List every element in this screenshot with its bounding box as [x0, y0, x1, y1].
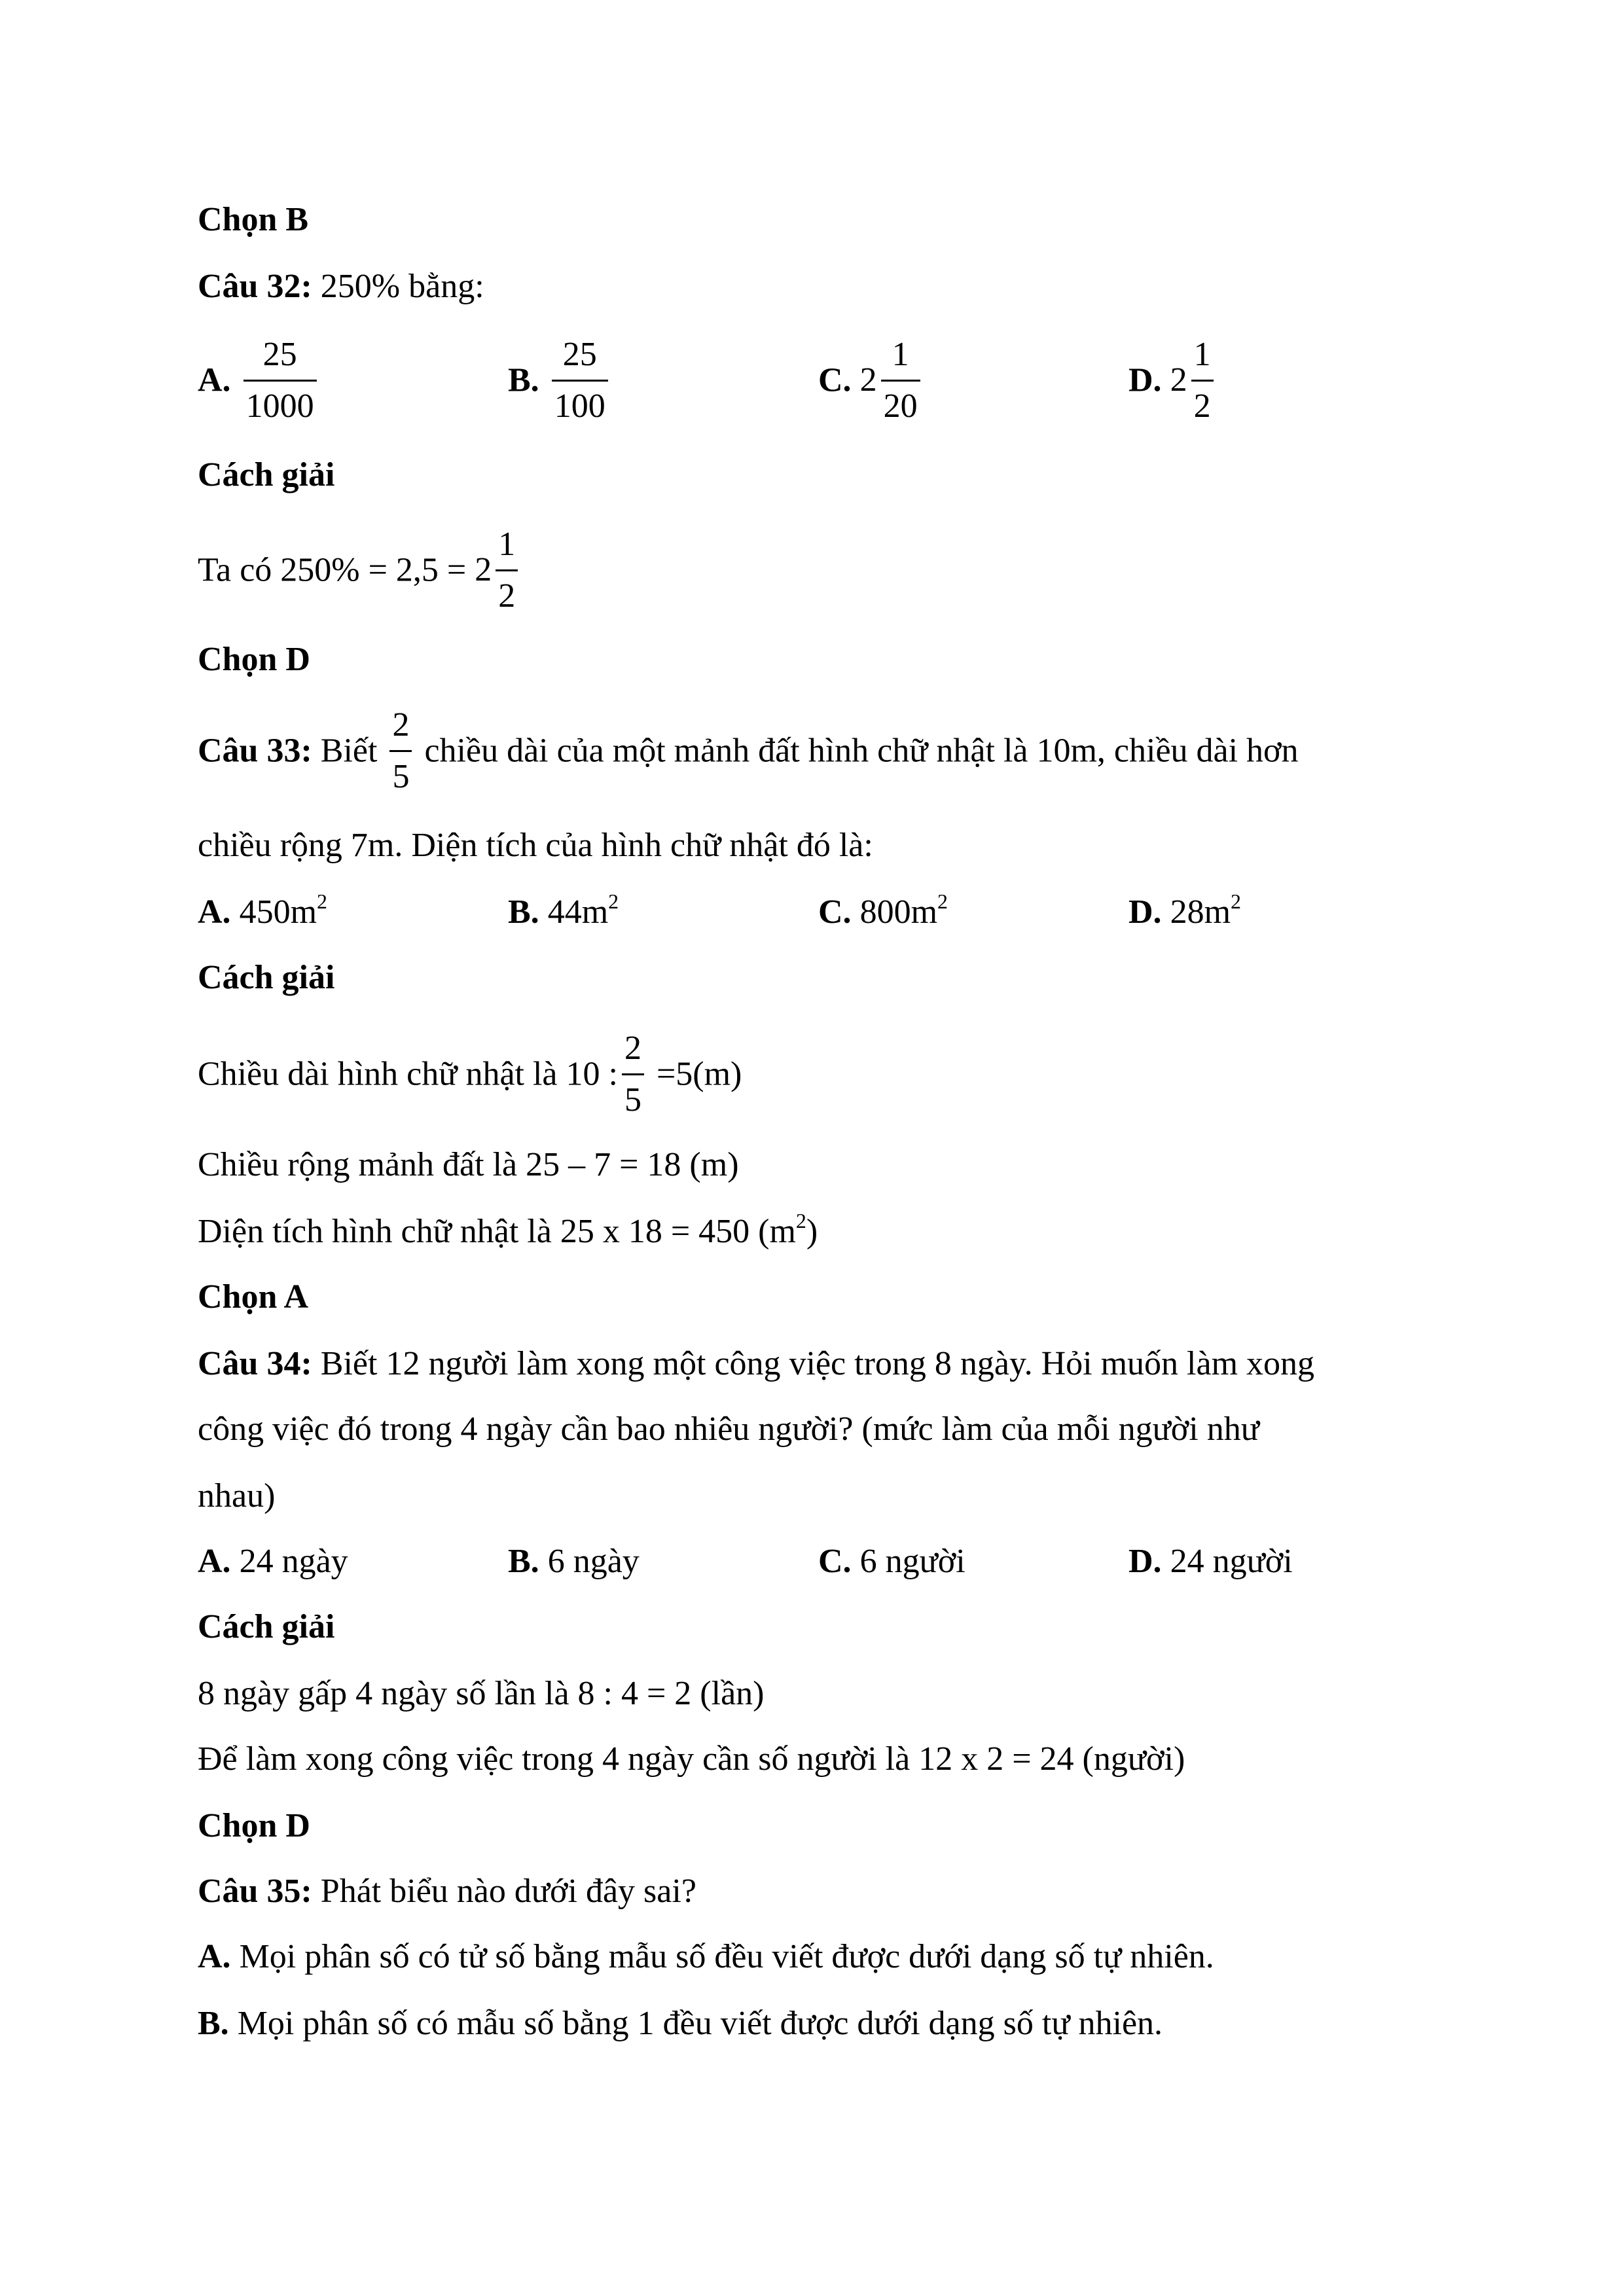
fraction-numerator: 2 — [389, 704, 412, 752]
q32-option-a — [198, 334, 321, 427]
q34-option-c-value: 6 người — [851, 1543, 965, 1580]
q33-solution-line3-suffix: ) — [806, 1213, 818, 1250]
q33-option-a-label: A. — [198, 893, 231, 931]
q32-option-d-fraction — [1191, 334, 1214, 427]
q34-question-line3: nhau) — [198, 1477, 276, 1515]
q34-solution-heading: Cách giải — [198, 1608, 335, 1645]
q33-solution-line3-text: Diện tích hình chữ nhật là 25 x 18 = 450 (m — [198, 1213, 796, 1250]
q32-option-b-label: B. — [508, 361, 539, 399]
mixed-whole: 2 — [475, 551, 492, 589]
q34-question-line1 — [198, 1343, 1314, 1385]
q32-solution-heading: Cách giải — [198, 456, 335, 493]
q32-solution-text: Ta có 250% = 2,5 = — [198, 551, 475, 589]
fraction-numerator: 1 — [881, 334, 920, 382]
mixed-whole: 2 — [859, 361, 877, 399]
q33-label: Câu 33: — [198, 732, 312, 770]
fraction-denominator: 20 — [883, 387, 918, 425]
q33-solution-suffix: =5(m) — [647, 1055, 742, 1093]
q32-option-d-mixed-number — [1170, 336, 1218, 425]
fraction-denominator: 2 — [1193, 387, 1211, 425]
q33-fraction — [389, 704, 412, 798]
q33-option-c — [818, 891, 948, 933]
q32-option-c-fraction — [881, 334, 920, 427]
q34-question-line2: công việc đó trong 4 ngày cần bao nhiêu người? (mức làm của mỗi người như — [198, 1410, 1259, 1448]
q34-option-a — [198, 1541, 348, 1583]
q32-option-c — [818, 334, 924, 427]
q33-option-a-value: 450m — [230, 893, 317, 931]
fraction-denominator: 1000 — [245, 387, 314, 425]
superscript: 2 — [937, 889, 948, 913]
q34-solution-line1: 8 ngày gấp 4 ngày số lần là 8 : 4 = 2 (lần) — [198, 1675, 765, 1712]
q35-option-b-label: B. — [198, 2005, 229, 2042]
q33-text-before: Biết — [312, 732, 386, 770]
q35-question — [198, 1871, 696, 1912]
q32-label: Câu 32: — [198, 268, 312, 305]
q33-solution-line3 — [198, 1208, 818, 1253]
q33-option-b-value: 44m — [539, 893, 609, 931]
q31-answer: Chọn B — [198, 201, 309, 238]
q33-solution-line2: Chiều rộng mảnh đất là 25 – 7 = 18 (m) — [198, 1146, 739, 1183]
fraction-numerator: 25 — [552, 334, 608, 382]
superscript: 2 — [795, 1208, 806, 1232]
q33-option-a — [198, 891, 327, 933]
q34-option-d — [1128, 1541, 1293, 1583]
q35-option-b — [198, 2003, 1163, 2045]
q33-text-after: chiều dài của một mảnh đất hình chữ nhật là 10m, chiều dài hơn — [416, 732, 1299, 770]
q33-option-d — [1128, 891, 1241, 933]
q34-option-c — [818, 1541, 965, 1583]
q33-solution-line1 — [198, 1028, 742, 1121]
q33-answer: Chọn A — [198, 1278, 309, 1316]
fraction-denominator: 100 — [554, 387, 605, 425]
q34-option-c-label: C. — [818, 1543, 852, 1580]
q35-option-b-text: Mọi phân số có mẫu số bằng 1 đều viết được dưới dạng số tự nhiên. — [228, 2005, 1163, 2042]
q34-option-b-label: B. — [508, 1543, 539, 1580]
q34-text-line1: Biết 12 người làm xong một công việc trong 8 ngày. Hỏi muốn làm xong — [312, 1345, 1315, 1382]
q35-label: Câu 35: — [198, 1873, 312, 1910]
q32-answer: Chọn D — [198, 641, 310, 678]
q32-option-c-label: C. — [818, 361, 852, 399]
q35-option-a — [198, 1936, 1214, 1978]
q32-option-b — [508, 334, 612, 427]
q33-solution-text: Chiều dài hình chữ nhật là 10 : — [198, 1055, 618, 1093]
q32-text: 250% bằng: — [312, 268, 484, 305]
q33-option-c-label: C. — [818, 893, 852, 931]
q32-solution-mixed-number — [475, 526, 522, 615]
q34-option-a-label: A. — [198, 1543, 231, 1580]
q34-option-d-value: 24 người — [1161, 1543, 1293, 1580]
q33-question-line2: chiều rộng 7m. Diện tích của hình chữ nhật đó là: — [198, 827, 873, 864]
q33-option-b-label: B. — [508, 893, 539, 931]
q34-answer: Chọn D — [198, 1807, 310, 1844]
q32-solution — [198, 524, 522, 617]
fraction-denominator: 2 — [498, 577, 516, 615]
q32-option-d — [1128, 334, 1218, 427]
q33-option-d-label: D. — [1128, 893, 1162, 931]
fraction-numerator: 2 — [622, 1028, 644, 1075]
q34-option-b — [508, 1541, 640, 1583]
q32-option-b-fraction — [552, 334, 608, 427]
fraction-denominator: 5 — [392, 758, 410, 795]
q35-text: Phát biểu nào dưới đây sai? — [312, 1873, 696, 1910]
q32-question — [198, 266, 484, 308]
superscript: 2 — [1231, 889, 1242, 913]
q33-question-line1 — [198, 704, 1299, 798]
q34-option-a-value: 24 ngày — [230, 1543, 348, 1580]
fraction-numerator: 25 — [244, 334, 317, 382]
q35-option-a-text: Mọi phân số có tử số bằng mẫu số đều viết được dưới dạng số tự nhiên. — [230, 1938, 1214, 1975]
fraction-denominator: 5 — [624, 1081, 641, 1119]
q34-option-d-label: D. — [1128, 1543, 1162, 1580]
q33-option-b — [508, 891, 619, 933]
superscript: 2 — [317, 889, 328, 913]
fraction-numerator: 1 — [1191, 334, 1214, 382]
q32-option-a-label: A. — [198, 361, 231, 399]
q35-option-a-label: A. — [198, 1938, 231, 1975]
q34-option-b-value: 6 ngày — [539, 1543, 640, 1580]
q33-solution-fraction — [622, 1028, 644, 1121]
q33-solution-heading: Cách giải — [198, 959, 335, 996]
q32-solution-fraction — [496, 524, 518, 617]
q33-option-c-value: 800m — [851, 893, 938, 931]
q32-option-c-mixed-number — [859, 336, 924, 425]
mixed-whole: 2 — [1170, 361, 1187, 399]
q32-option-d-label: D. — [1128, 361, 1162, 399]
q32-option-a-fraction — [244, 334, 317, 427]
q33-option-d-value: 28m — [1161, 893, 1231, 931]
superscript: 2 — [608, 889, 619, 913]
fraction-numerator: 1 — [496, 524, 518, 571]
q34-solution-line2: Để làm xong công việc trong 4 ngày cần số người là 12 x 2 = 24 (người) — [198, 1740, 1185, 1778]
q34-label: Câu 34: — [198, 1345, 312, 1382]
